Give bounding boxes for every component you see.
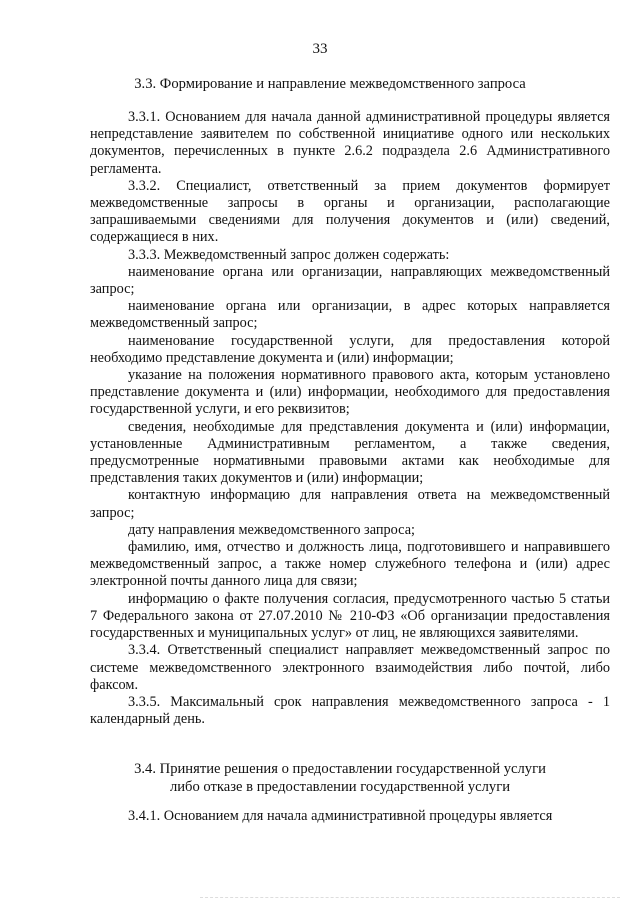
scan-edge-artifact [200, 897, 620, 900]
section-heading-3-4-line-1: 3.4. Принятие решения о предоставлении государственной услуги [134, 761, 546, 777]
paragraph-3-3-4: 3.3.4. Ответственный специалист направляет межведомственный запрос по системе межведомственного электронного взаимодействия либо почтой, либо факсом. [90, 642, 610, 693]
list-item: информацию о факте получения согласия, предусмотренного частью 5 статьи 7 Федерального закона от 27.07.2010 № 210-ФЗ «Об организации предоставления государственных и муниципальных услуг» от лиц, не являющихся заявителями. [90, 590, 610, 642]
paragraph-3-3-2: 3.3.2. Специалист, ответственный за прием документов формирует межведомственные запросы в органы и организации, располагающие запрашиваемыми сведениями для получения документов и (или) сведений, содержащиеся в них. [90, 177, 610, 246]
list-item: наименование государственной услуги, для предоставления которой необходимо представление документа и (или) информации; [90, 332, 610, 366]
list-item: указание на положения нормативного правового акта, которым установлено представление документа и (или) информации, необходимого для предоставления государственной услуги, и его реквизитов; [90, 367, 610, 418]
list-item: сведения, необходимые для представления документа и (или) информации, установленные Административным регламентом, а также сведения, предусмотренные нормативными правовыми актами как необходимые для представления таких документов и (или) информации; [90, 418, 610, 487]
section-heading-3-4-line-2: либо отказе в предоставлении государственной услуги [169, 779, 511, 795]
list-item: дату направления межведомственного запроса; [128, 521, 416, 538]
paragraph-3-3-5: 3.3.5. Максимальный срок направления межведомственного запроса - 1 календарный день. [90, 693, 610, 728]
section-3-3-body [90, 109, 610, 728]
section-heading-3-3: 3.3. Формирование и направление межведомственного запроса [134, 76, 526, 92]
list-item: наименование органа или организации, направляющих межведомственный запрос; [90, 263, 610, 298]
paragraph-3-3-3: 3.3.3. Межведомственный запрос должен содержать: [128, 246, 450, 263]
list-item: наименование органа или организации, в адрес которых направляется межведомственный запрос; [90, 298, 610, 332]
paragraph-3-4-1: 3.4.1. Основанием для начала административной процедуры является [128, 808, 553, 824]
list-item: контактную информацию для направления ответа на межведомственный запрос; [90, 487, 610, 521]
section-heading-3-4 [60, 760, 620, 796]
section-3-4-body [90, 808, 610, 825]
paragraph-3-3-1: 3.3.1. Основанием для начала данной административной процедуры является непредставление заявителем по собственной инициативе одного или нескольких документов, перечисленных в пункте 2.6.2 подраздела 2.6 Административного регламента. [90, 109, 610, 177]
page-number: 33 [312, 41, 328, 57]
list-item: фамилию, имя, отчество и должность лица, подготовившего и направившего межведомственный запрос, а также номер служебного телефона и (или) адрес электронной почты данного лица для связи; [90, 539, 610, 590]
